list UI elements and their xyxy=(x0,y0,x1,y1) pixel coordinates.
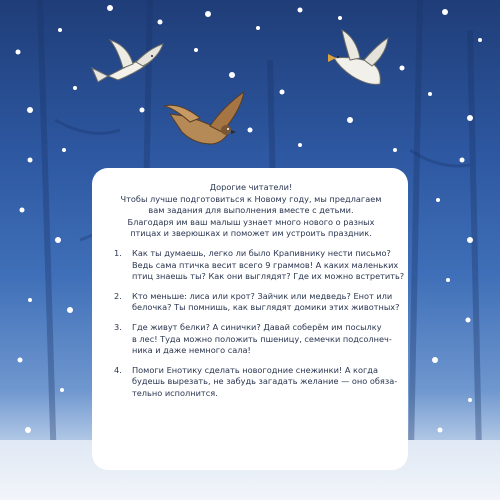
task-line: в лес! Туда можно положить пшеницу, семечки подсолнеч- xyxy=(132,333,392,344)
intro-line: Чтобы лучше подготовиться к Новому году, мы предлагаем xyxy=(120,193,382,204)
task-line: Как ты думаешь, легко ли было Крапивнику нести письмо? xyxy=(132,247,391,258)
task-item xyxy=(108,247,405,283)
intro-line: Благодаря им ваш малыш узнает много нового о разных xyxy=(127,216,375,227)
task-line: Ведь сама птичка весит всего 9 граммов! А каких маленьких xyxy=(132,259,399,270)
task-number: 1. xyxy=(114,247,122,258)
task-item xyxy=(108,322,394,357)
task-line: будешь вырезать, не забудь загадать желание — оно обяза- xyxy=(132,376,398,387)
task-number: 4. xyxy=(114,364,122,375)
task-line: Кто меньше: лиса или крот? Зайчик или медведь? Енот или xyxy=(132,290,393,301)
task-text xyxy=(132,248,404,283)
intro-line: птицах и зверюшках и поможет им устроить праздник. xyxy=(130,228,372,239)
task-line: Помоги Енотику сделать новогодние снежинки! А когда xyxy=(132,364,378,375)
task-line: Где живут белки? А синички? Давай соберём им посылку xyxy=(132,321,382,332)
task-line: белочка? Ты помнишь, как выглядят домики этих животных? xyxy=(132,302,400,313)
sparrow-illustration xyxy=(160,88,246,150)
task-number: 2. xyxy=(114,290,122,301)
task-text xyxy=(132,322,392,357)
task-line: птиц знаешь ты? Как они выглядят? Где их можно встретить? xyxy=(132,271,405,282)
task-item xyxy=(108,290,400,314)
task-number: 3. xyxy=(114,321,122,332)
task-list xyxy=(108,247,405,400)
task-line: ника и даже немного сала! xyxy=(132,345,251,356)
letter-card xyxy=(92,168,408,470)
white-dove-left-illustration xyxy=(88,36,168,86)
letter-intro xyxy=(108,182,394,240)
task-text xyxy=(132,365,397,400)
greeting: Дорогие читатели! xyxy=(209,182,293,192)
task-text xyxy=(132,291,399,314)
task-line: тельно исполнится. xyxy=(132,387,218,398)
white-dove-right-illustration xyxy=(322,28,394,100)
task-item xyxy=(108,364,398,400)
intro-line: вам задания для выполнения вместе с детьми. xyxy=(148,205,354,216)
